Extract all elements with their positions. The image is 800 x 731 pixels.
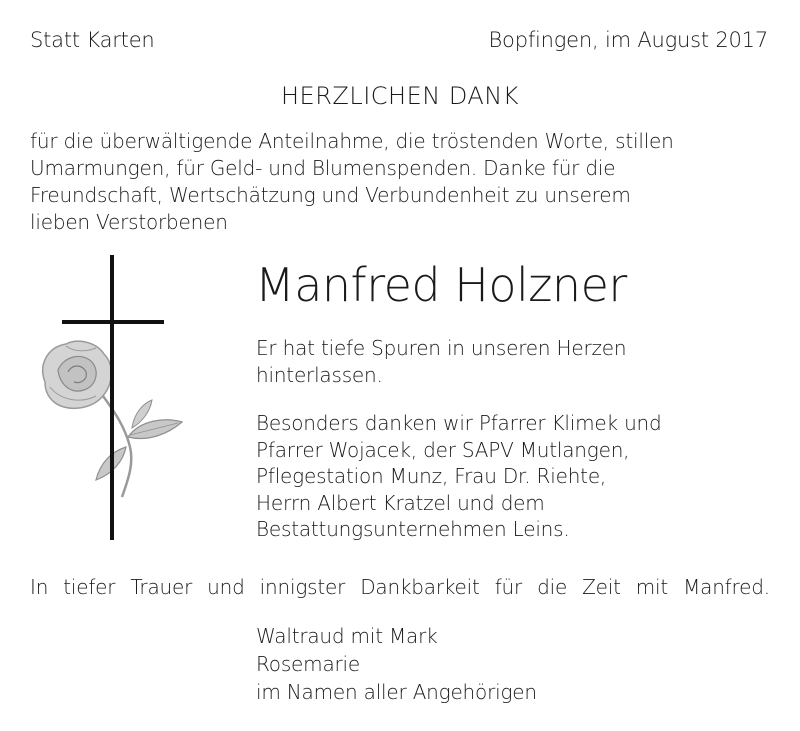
tribute-line: Er hat tiefe Spuren in unseren Herzen [256, 336, 627, 360]
closing-word: für [494, 575, 523, 599]
tribute-paragraph [256, 335, 626, 388]
thanks-line: Pflegestation Munz, Frau Dr. Riehte, [256, 464, 607, 488]
closing-word: In [30, 575, 49, 599]
signature-line: im Namen aller Angehörigen [256, 680, 537, 704]
thanks-line: Besonders danken wir Pfarrer Klimek und [256, 411, 662, 435]
cross-and-rose-emblem [30, 252, 200, 542]
thanks-paragraph [256, 410, 662, 543]
closing-word: Dankbarkeit [360, 575, 480, 599]
thanks-line: Bestattungsunternehmen Leins. [256, 517, 570, 541]
closing-word: und [207, 575, 245, 599]
intro-line: Umarmungen, für Geld- und Blumenspenden. Danke für die [30, 156, 616, 180]
closing-word: Zeit [582, 575, 621, 599]
header-date-text: Bopfingen, im August 2017 [488, 28, 768, 52]
closing-word: innigster [259, 575, 346, 599]
closing-word: mit [635, 575, 669, 599]
tribute-line: hinterlassen. [256, 362, 383, 387]
closing-word: Trauer [130, 575, 193, 599]
thanks-line: Pfarrer Wojacek, der SAPV Mutlangen, [256, 437, 630, 462]
closing-word: die [537, 575, 568, 599]
thanks-line: Herrn Albert Kratzel und dem [256, 490, 545, 515]
page-title: HERZLICHEN DANK [281, 82, 519, 110]
closing-word: tiefer [63, 575, 116, 599]
signature-block [256, 622, 537, 706]
intro-line: lieben Verstorbenen [30, 210, 228, 234]
closing-word: Manfred. [683, 575, 770, 599]
header-left-text: Statt Karten [30, 28, 155, 52]
deceased-name: Manfred Holzner [255, 258, 627, 312]
intro-line: für die überwältigende Anteilnahme, die tröstenden Worte, stillen [30, 129, 674, 153]
signature-line: Rosemarie [256, 652, 360, 676]
intro-paragraph [30, 128, 775, 236]
signature-line: Waltraud mit Mark [256, 624, 438, 648]
closing-line [30, 575, 770, 599]
intro-line: Freundschaft, Wertschätzung und Verbundenheit zu unserem [30, 183, 631, 207]
